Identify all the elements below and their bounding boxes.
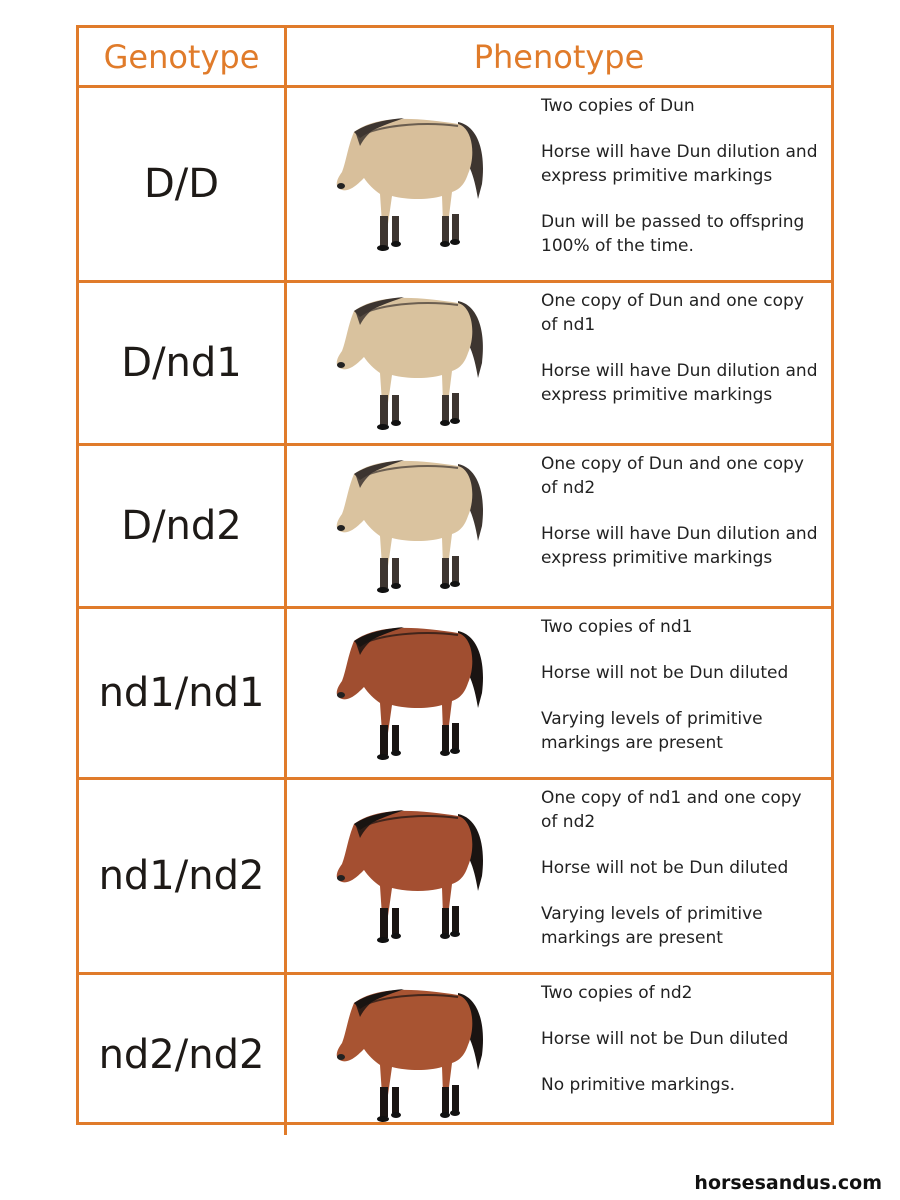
genotype-table [76, 25, 834, 1125]
description-line: Horse will have Dun dilution and express primitive markings [541, 361, 818, 405]
description-line: Two copies of nd1 [541, 617, 693, 637]
horse-illustration-icon [308, 613, 498, 773]
description-line: One copy of nd1 and one copy of nd2 [541, 788, 802, 832]
description-line: Varying levels of primitive markings are present [541, 709, 763, 753]
horse-image-cell [287, 609, 519, 780]
description-cell [519, 88, 831, 283]
description-line: No primitive markings. [541, 1075, 735, 1095]
horse-illustration-icon [308, 104, 498, 264]
horse-illustration-icon [308, 283, 498, 443]
horse-illustration-icon [308, 975, 498, 1135]
description-line: Dun will be passed to offspring 100% of the time. [541, 212, 805, 256]
description-line: Varying levels of primitive markings are present [541, 904, 763, 948]
description-cell [519, 975, 831, 1135]
description-line: Horse will not be Dun diluted [541, 858, 789, 878]
horse-image-cell [287, 780, 519, 975]
horse-image-cell [287, 283, 519, 446]
site-footer: horsesandus.com [694, 1172, 882, 1194]
horse-illustration-icon [308, 796, 498, 956]
description-cell [519, 446, 831, 609]
description-line: Horse will not be Dun diluted [541, 1029, 789, 1049]
description-line: Two copies of nd2 [541, 983, 693, 1003]
description-cell [519, 609, 831, 780]
genotype-cell: D/D [79, 88, 287, 283]
horse-illustration-icon [308, 446, 498, 606]
description-cell [519, 283, 831, 446]
horse-image-cell [287, 446, 519, 609]
genotype-header: Genotype [79, 28, 287, 88]
description-line: Horse will have Dun dilution and express primitive markings [541, 142, 818, 186]
genotype-cell: D/nd1 [79, 283, 287, 446]
description-line: One copy of Dun and one copy of nd1 [541, 291, 804, 335]
description-cell [519, 780, 831, 975]
genotype-cell: nd2/nd2 [79, 975, 287, 1135]
horse-image-cell [287, 975, 519, 1135]
description-line: Two copies of Dun [541, 96, 695, 116]
horse-image-cell [287, 88, 519, 283]
genotype-cell: D/nd2 [79, 446, 287, 609]
genotype-cell: nd1/nd1 [79, 609, 287, 780]
phenotype-header: Phenotype [287, 28, 831, 88]
description-line: Horse will have Dun dilution and express primitive markings [541, 524, 818, 568]
description-line: Horse will not be Dun diluted [541, 663, 789, 683]
description-line: One copy of Dun and one copy of nd2 [541, 454, 804, 498]
genotype-cell: nd1/nd2 [79, 780, 287, 975]
